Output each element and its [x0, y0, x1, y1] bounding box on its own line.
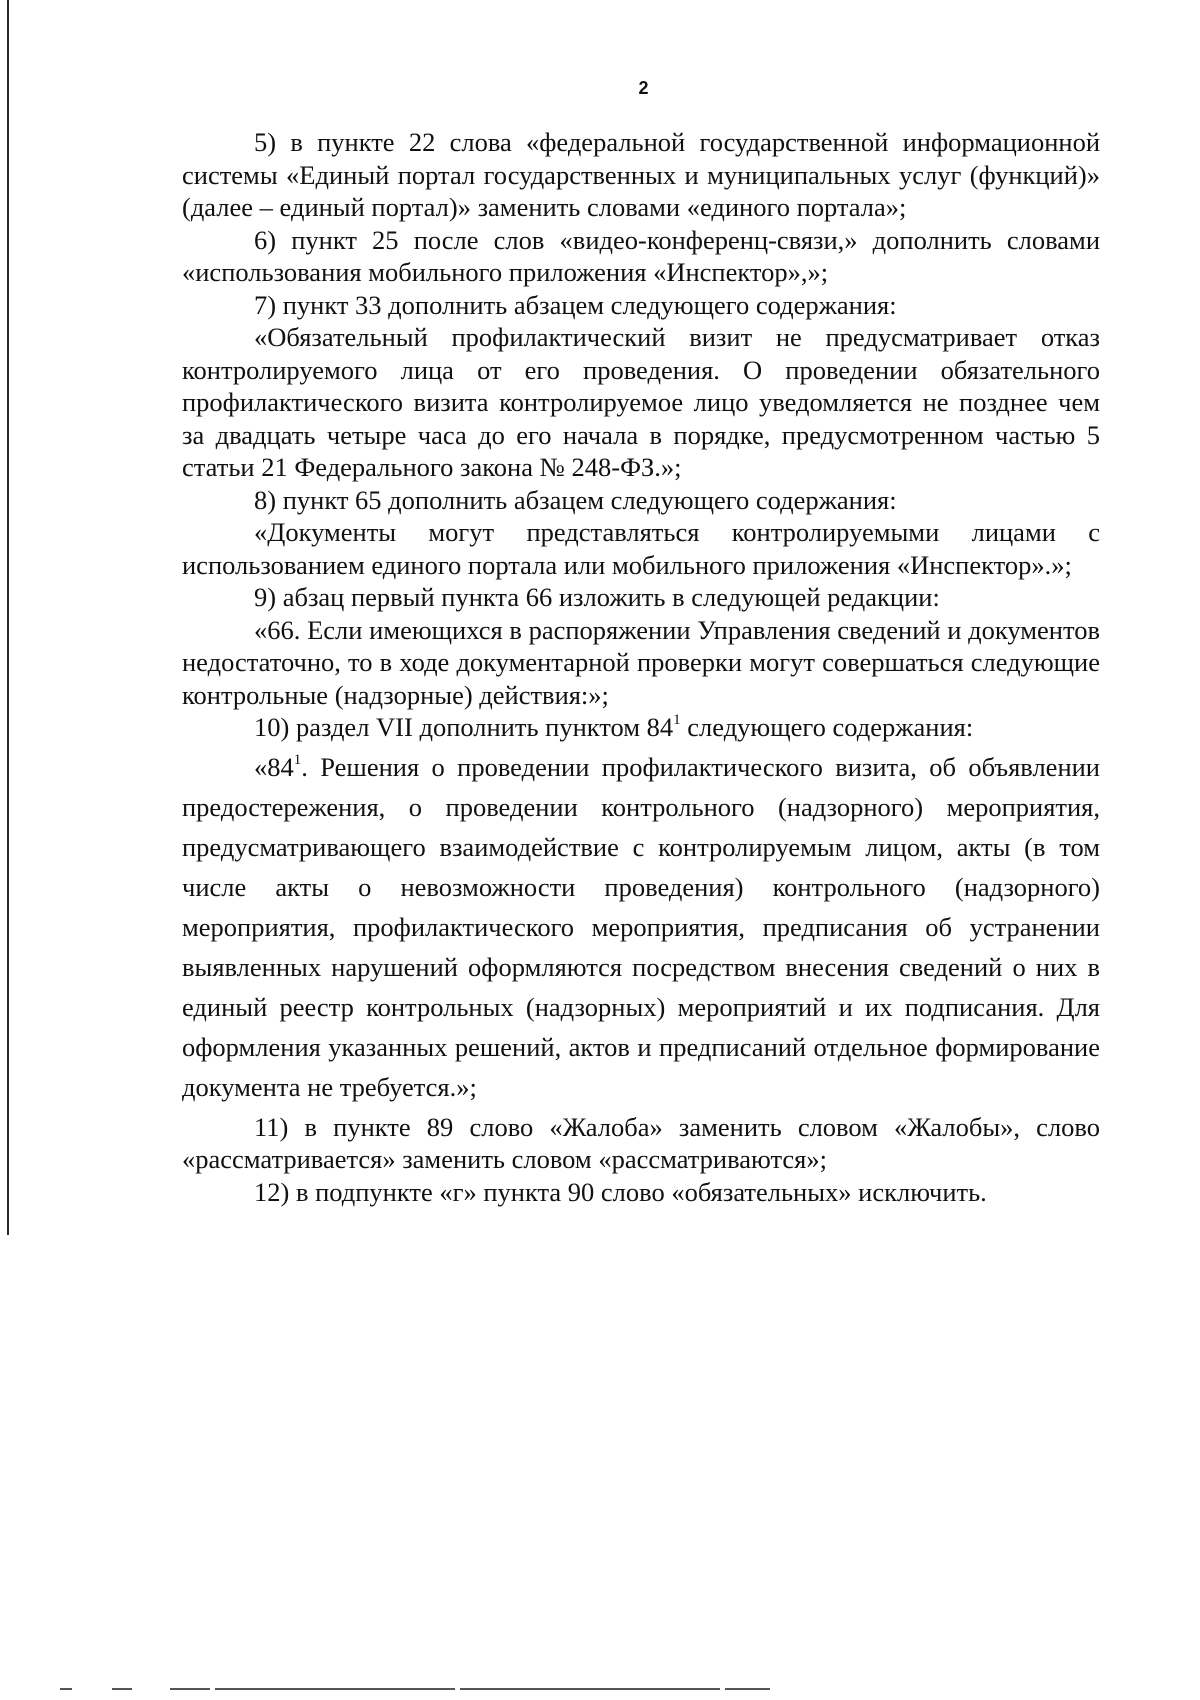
footer-line-segment	[60, 1688, 72, 1690]
footer-line-segment	[112, 1688, 132, 1690]
superscript-mark: 1	[673, 712, 681, 729]
footer-line-segment	[170, 1688, 210, 1690]
paragraph-item-10	[182, 711, 1100, 744]
paragraph-item-9: 9) абзац первый пункта 66 изложить в следующей редакции:	[254, 582, 940, 612]
paragraph-item-10-text: 10) раздел VII дополнить пунктом 84	[254, 712, 674, 742]
footer-line-segment	[215, 1688, 455, 1690]
paragraph-item-5: 5) в пункте 22 слова «федеральной государственной информационной системы «Единый портал государственных и муниципальных услуг (функций)» (далее – единый портал)» заменить словами «единого портала»;	[182, 127, 1100, 222]
paragraph-quote-point-66: «66. Если имеющихся в распоряжении Управления сведений и документов недостаточно, то в ходе документарной проверки могут совершаться следующие контрольные (надзорные) действия:»;	[182, 614, 1100, 710]
paragraph-quote-84-start: «84	[254, 751, 294, 782]
scan-footer-lines	[0, 1688, 1200, 1692]
paragraph-quote-84-text: . Решения о проведении профилактического визита, об объявлении предостережения, о проведении контрольного (надзорного) мероприятия, предусматривающего взаимодействие с контролируемым лицом, акты (в том числе акты о невозможности проведения) контрольного (надзорного) мероприятия, профилактического мероприятия, предписания об устранении выявленных нарушений оформляются посредством внесения сведений о них в единый реестр контрольных (надзорных) мероприятий и их подписания. Для оформления указанных решений, актов и предписаний отдельное формирование документа не требуется.»;	[182, 751, 1100, 1102]
paragraph-item-12: 12) в подпункте «г» пункта 90 слово «обязательных» исключить.	[254, 1176, 987, 1207]
paragraph-quote-point-84-1	[182, 747, 1100, 1107]
paragraph-item-7: 7) пункт 33 дополнить абзацем следующего содержания:	[254, 289, 897, 320]
paragraph-item-6: 6) пункт 25 после слов «видео-конференц-связи,» дополнить словами «использования мобильного приложения «Инспектор»,»;	[182, 224, 1100, 287]
scan-edge-line	[7, 0, 9, 1235]
paragraph-quote-point-33: «Обязательный профилактический визит не предусматривает отказ контролируемого лица от его проведения. О проведении обязательного профилактического визита контролируемое лицо уведомляется не позднее чем за двадцать четыре часа до его начала в порядке, предусмотренном частью 5 статьи 21 Федерального закона № 248-ФЗ.»;	[182, 322, 1100, 482]
footer-line-segment	[725, 1688, 770, 1690]
paragraph-item-11: 11) в пункте 89 слово «Жалоба» заменить словом «Жалобы», слово «рассматривается» заменить словом «рассматриваются»;	[182, 1111, 1100, 1174]
footer-line-segment	[460, 1688, 720, 1690]
superscript-mark: 1	[293, 751, 302, 768]
paragraph-item-8: 8) пункт 65 дополнить абзацем следующего содержания:	[254, 484, 897, 515]
page-number: 2	[638, 78, 649, 98]
paragraph-item-10-tail: следующего содержания:	[680, 712, 974, 742]
paragraph-quote-point-65: «Документы могут представляться контролируемыми лицами с использованием единого портала или мобильного приложения «Инспектор».»;	[182, 517, 1100, 580]
document-body	[182, 126, 1100, 1208]
